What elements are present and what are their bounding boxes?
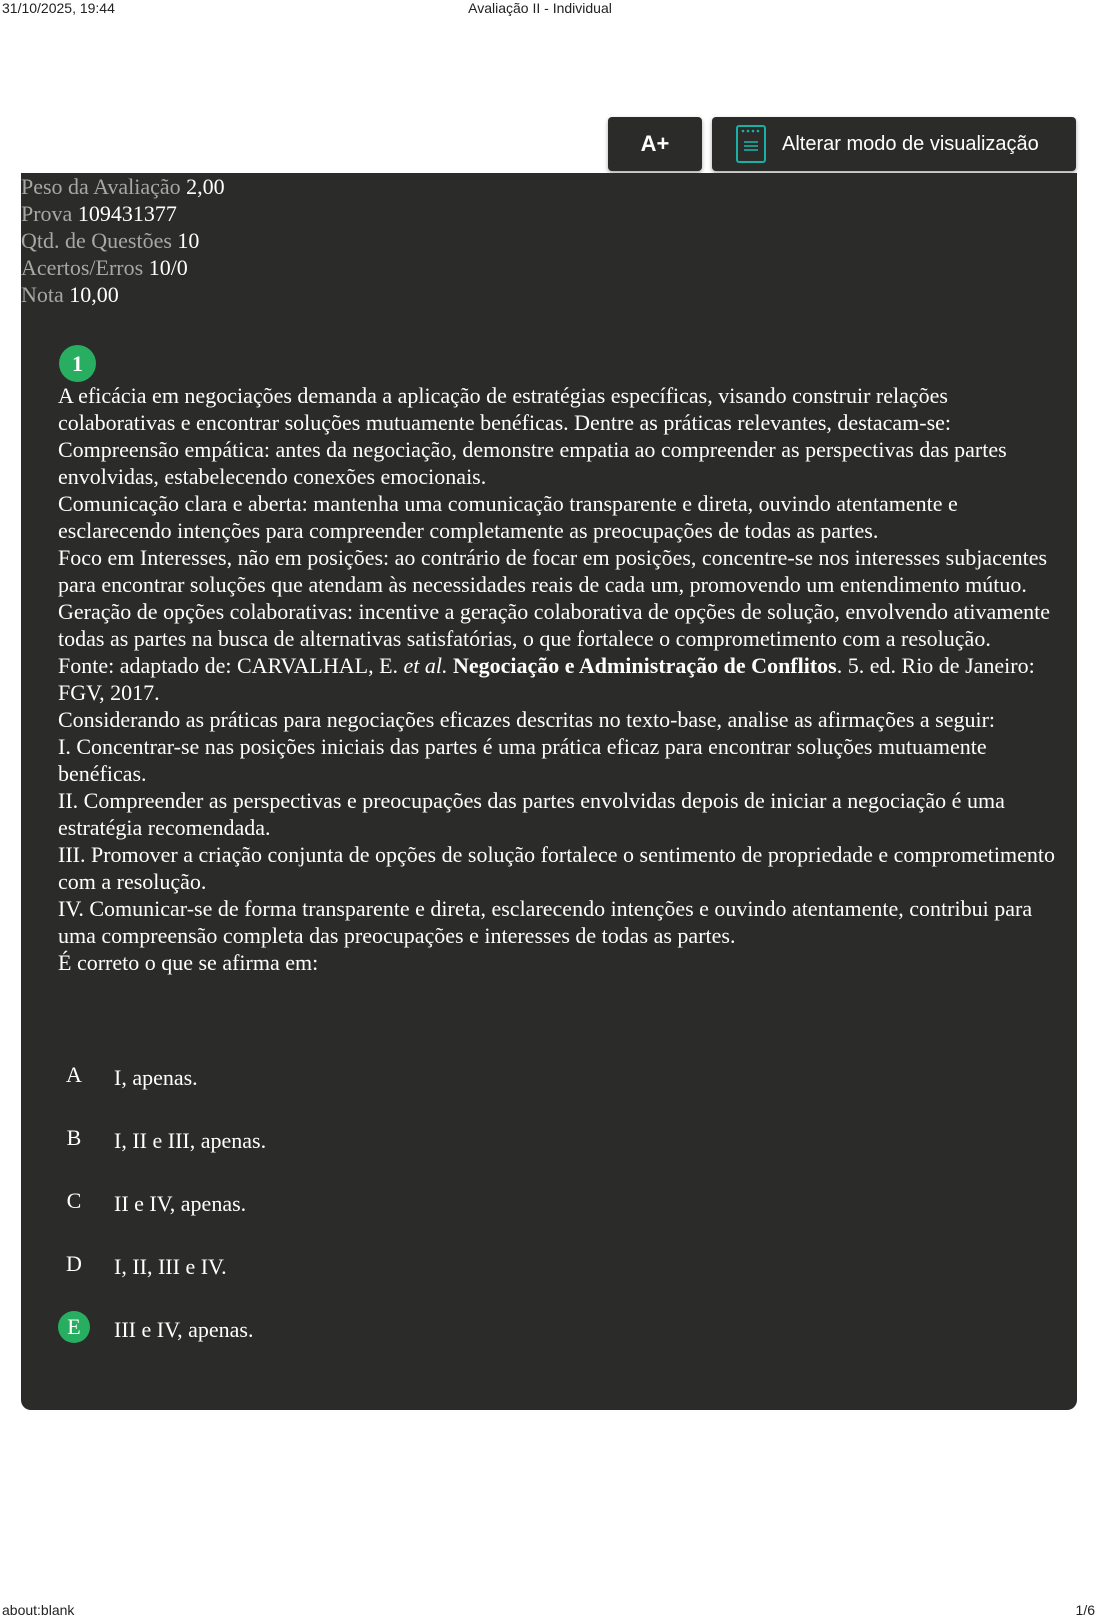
question-closing: É correto o que se afirma em: <box>58 950 319 975</box>
option-text: III e IV, apenas. <box>114 1317 254 1342</box>
summary-value: 2,00 <box>186 174 225 199</box>
question-card <box>21 308 1077 1410</box>
option-text: I, apenas. <box>114 1065 198 1090</box>
option-text: I, II, III e IV. <box>114 1254 227 1279</box>
print-page-title: Avaliação II - Individual <box>468 0 612 16</box>
source-etal: et al. <box>403 653 448 678</box>
summary-value: 10,00 <box>69 282 119 307</box>
source-suffix: . 5. ed. Rio de Janeiro: FGV, 2017. <box>58 653 1035 705</box>
answer-options <box>58 1062 1063 1380</box>
answer-option-d[interactable] <box>58 1251 1063 1317</box>
option-letter: C <box>66 1188 82 1213</box>
statement-item: III. Promover a criação conjunta de opções de solução fortalece o sentimento de propriedade e comprometimento com a resolução. <box>58 842 1055 894</box>
font-size-increase-button[interactable]: A+ <box>608 117 702 171</box>
summary-label: Qtd. de Questões <box>21 228 172 253</box>
answer-option-a[interactable] <box>58 1062 1063 1128</box>
summary-value: 109431377 <box>77 201 177 226</box>
practice-item: Geração de opções colaborativas: incentive a geração colaborativa de opções de solução, envolvendo ativamente todas as partes na busca de alternativas satisfatórias, o que fortalece o comprometimento com a resolução. <box>58 599 1050 651</box>
summary-value: 10 <box>177 228 200 253</box>
summary-label: Prova <box>21 201 73 226</box>
print-footer <box>0 1602 1097 1620</box>
question-prompt: Considerando as práticas para negociações eficazes descritas no texto-base, analise as afirmações a seguir: <box>58 707 996 732</box>
statement-item: II. Compreender as perspectivas e preocupações das partes envolvidas depois de iniciar a negociação é uma estratégia recomendada. <box>58 788 1005 840</box>
summary-row-exam <box>21 200 1077 227</box>
summary-label: Nota <box>21 282 64 307</box>
exam-summary <box>21 173 1077 308</box>
practice-item: Compreensão empática: antes da negociação, demonstre empatia ao compreender as perspectivas das partes envolvidas, estabelecendo conexões emocionais. <box>58 437 1007 489</box>
change-view-mode-label: Alterar modo de visualização <box>782 132 1039 155</box>
source-citation <box>58 652 1063 706</box>
source-prefix: Fonte: adaptado de: CARVALHAL, E. <box>58 653 404 678</box>
summary-row-grade <box>21 281 1077 308</box>
document-icon <box>736 125 766 163</box>
answer-option-b[interactable] <box>58 1125 1063 1191</box>
option-letter: D <box>66 1251 82 1276</box>
question-intro: A eficácia em negociações demanda a aplicação de estratégias específicas, visando construir relações colaborativas e encontrar soluções mutuamente benéficas. Dentre as práticas relevantes, destacam-se: <box>58 383 952 435</box>
summary-label: Acertos/Erros <box>21 255 144 280</box>
answer-option-e[interactable] <box>58 1314 1063 1380</box>
summary-row-weight <box>21 173 1077 200</box>
question-text <box>58 382 1063 976</box>
option-letter: A <box>66 1062 82 1087</box>
option-text: I, II e III, apenas. <box>114 1128 267 1153</box>
practice-item: Comunicação clara e aberta: mantenha uma comunicação transparente e direta, ouvindo atentamente e esclarecendo intenções para compreender completamente as preocupações de todas as partes. <box>58 491 958 543</box>
print-url: about:blank <box>2 1602 75 1618</box>
summary-row-hits-errors <box>21 254 1077 281</box>
change-view-mode-button[interactable] <box>712 117 1076 171</box>
summary-label: Peso da Avaliação <box>21 174 181 199</box>
print-page-number: 1/6 <box>1075 1602 1095 1618</box>
question-number-badge: 1 <box>59 345 96 382</box>
statement-item: I. Concentrar-se nas posições iniciais das partes é uma prática eficaz para encontrar soluções mutuamente benéficas. <box>58 734 987 786</box>
answer-option-c[interactable] <box>58 1188 1063 1254</box>
source-title: Negociação e Administração de Conflitos <box>453 653 837 678</box>
print-datetime: 31/10/2025, 19:44 <box>2 0 115 16</box>
option-letter-correct: E <box>58 1311 90 1343</box>
summary-value: 10/0 <box>148 255 188 280</box>
option-letter: B <box>66 1125 82 1150</box>
option-text: II e IV, apenas. <box>114 1191 247 1216</box>
statement-item: IV. Comunicar-se de forma transparente e direta, esclarecendo intenções e ouvindo atentamente, contribui para uma compreensão completa das preocupações e interesses de todas as partes. <box>58 896 1033 948</box>
summary-row-question-count <box>21 227 1077 254</box>
practice-item: Foco em Interesses, não em posições: ao contrário de focar em posições, concentre-se nos interesses subjacentes para encontrar soluções que atendam às necessidades reais de cada um, promovendo um entendimento mútuo. <box>58 545 1048 597</box>
print-header <box>0 0 1097 20</box>
